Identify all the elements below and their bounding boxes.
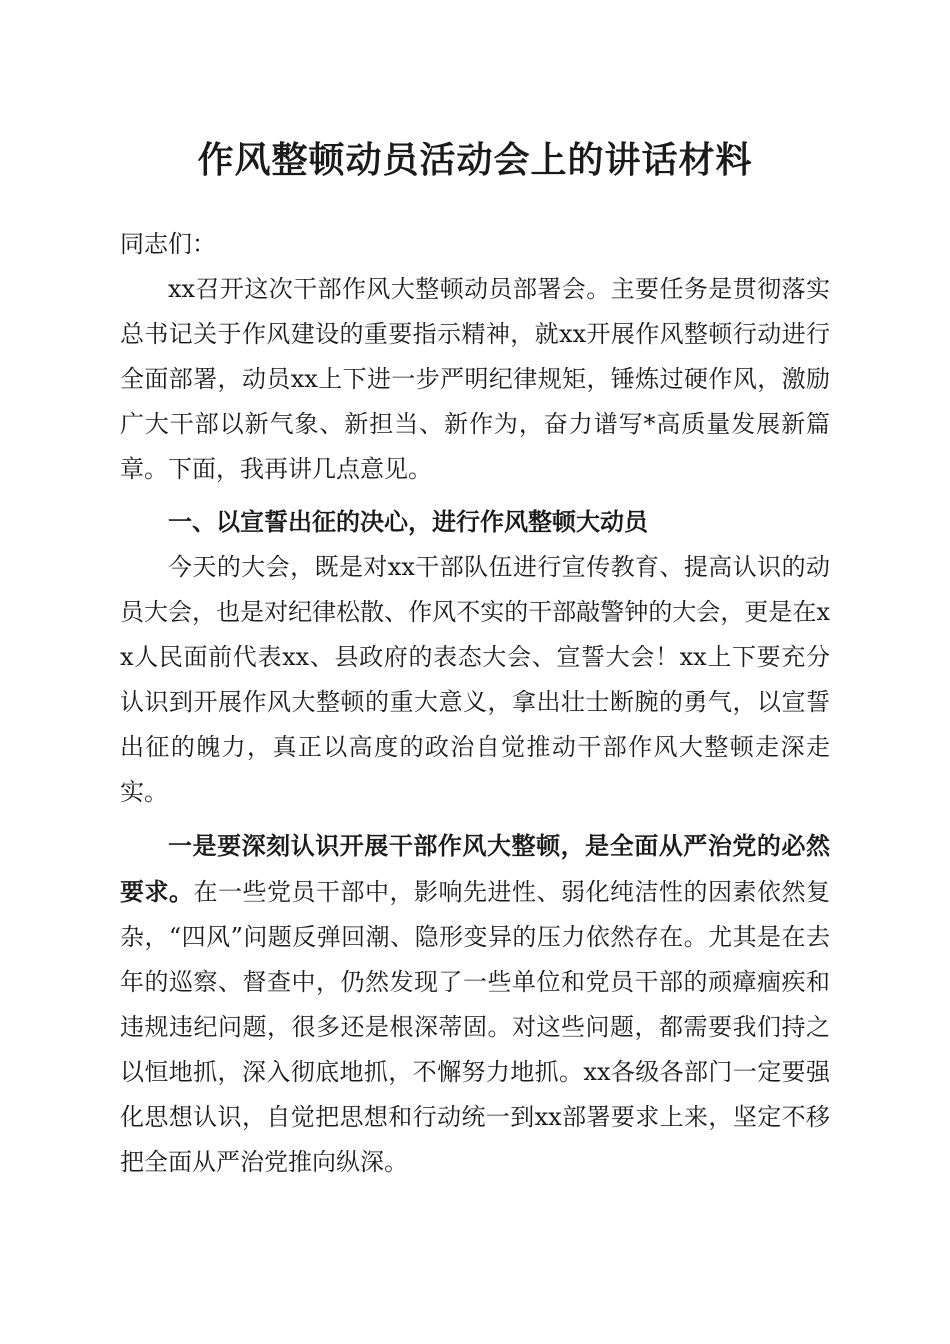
paragraph-mobilization: 今天的大会，既是对xx干部队伍进行宣传教育、提高认识的动员大会，也是对纪律松散、作风不实的干部敲警钟的大会，更是在xx人民面前代表xx、县政府的表态大会、宣誓大会！xx上下要充分认识到开展作风大整顿的重大意义，拿出壮士断腕的勇气，以宣誓出征的魄力，真正以高度的政治自觉推动干部作风大整顿走深走实。 [120, 553, 830, 806]
document-title: 作风整顿动员活动会上的讲话材料 [197, 139, 753, 181]
paragraph-point-one-body: 在一些党员干部中，影响先进性、弱化纯洁性的因素依然复杂，“四风”问题反弹回潮、隐形变异的压力依然存在。尤其是在去年的巡察、督查中，仍然发现了一些单位和党员干部的顽瘴痼疾和违规违纪问题，很多还是根深蒂固。对这些问题，都需要我们持之以恒地抓，深入彻底地抓，不懈努力地抓。xx各级各部门一定要强化思想认识，自觉把思想和行动统一到xx部署要求上来，坚定不移把全面从严治党推向纵深。 [120, 878, 830, 1176]
document-page [120, 130, 830, 1185]
paragraph-intro: xx召开这次干部作风大整顿动员部署会。主要任务是贯彻落实总书记关于作风建设的重要指示精神，就xx开展作风整顿行动进行全面部署，动员xx上下进一步严明纪律规矩，锤炼过硬作风，激励广大干部以新气象、新担当、新作为，奋力谱写*高质量发展新篇章。下面，我再讲几点意见。 [120, 275, 830, 483]
paragraph-point-one [120, 823, 830, 1185]
section-heading-1: 一、以宣誓出征的决心，进行作风整顿大动员 [168, 508, 648, 536]
paragraph-point-one-lead: 一是要深刻认识开展干部作风大整顿，是全面从严治党的必然要求。 [120, 831, 830, 906]
salutation: 同志们： [120, 230, 216, 258]
